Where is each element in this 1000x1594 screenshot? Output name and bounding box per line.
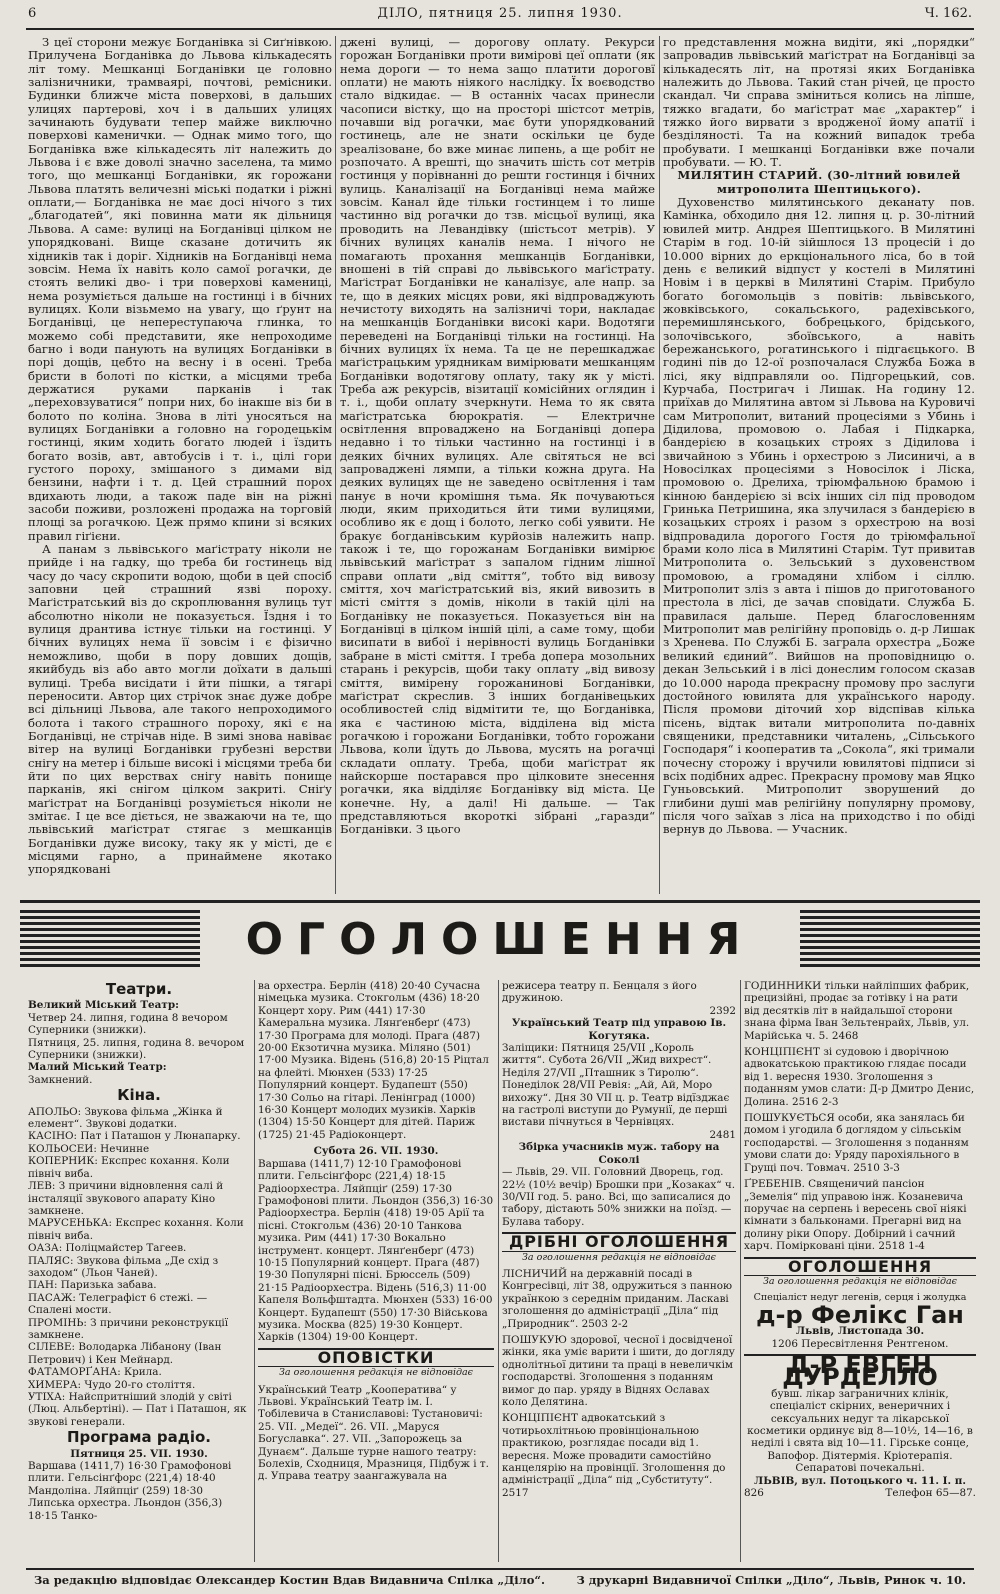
theatre-line: Великий Міський Театр: [28,999,179,1012]
column-divider [335,36,336,894]
doctor-contact [744,1487,976,1499]
cinemas-heading: Кіна. [117,1086,161,1105]
page-footer [26,1568,974,1590]
ads-column-4 [744,980,976,1562]
cinema-line: ПАСАЖ: Телеграфіст 6 стежі. — Спалені мости. [28,1291,208,1317]
cinema-line: ФАТАМОРҐАНА: Крила. [28,1366,162,1379]
footer-editor: За редакцію відповідає Олександер Костин Вдав Видавнича Спілка „Діло“. [34,1573,546,1587]
article-column-3 [663,36,975,894]
cinema-line: УТІХА: Найспритніший злодій у світі (Люц. Альбертіні). — Пат і Паташон, як звукові генерали. [28,1391,247,1428]
radio-program: Варшава (1411,7) 16·30 Грамофонові плити. Гельсінґфорс (221,4) 18·40 Мандоліна. Ляйпціґ (259) 18·30 Липська орхестра. Льондон (356,3) 18·15 Танко- [28,1460,232,1522]
small-ad: ЛІСНИЧИЙ на державній посаді в Конгресівці, літ 38, одружиться з панною українкою з середнім приданим. Ласкаві зголошення до адміністрації „Діла“ під „Природник“. 2503 2-2 [502,1267,733,1330]
doctor-address: ЛЬВІВ, вул. Потоцького ч. 11. І. п. [754,1474,966,1487]
small-ad: ПОШУКУЄТЬСЯ особи, яка занялась би домом і угодила б доглядом у сільськім господарстві. — Зголошення з поданням умови слати до: Уряду парохіяльного в Грущі поч. Товмач. 2510 3-3 [744,1112,969,1174]
ads-banner-title: ОГОЛОШЕННЯ [200,910,800,970]
column-divider [659,36,660,894]
small-ad: ҐРЕБЕНІВ. Священичий пансіон „Земелія“ під управою інж. Козаневича поручає на серпень і вересень свої ніякі кімнати з бальконами. Прегарні вид на долину ріки Опору. Добірний і сачний харч. Помірковані ціни. 2518 1-4 [744,1178,967,1253]
radio-date: Пятниця 25. VII. 1930. [70,1447,208,1460]
column-divider [498,980,499,1562]
ads-heading: ОГОЛОШЕННЯ [744,1257,976,1276]
ads-disclaimer: За оголошення редакція не відповідає [763,1275,957,1287]
radio-program: ва орхестра. Берлін (418) 20·40 Сучасна німецька музика. Стокгольм (436) 18·20 Концерт хору. Рим (441) 17·30 Камеральна музика. Лянґенберґ (473) 17·30 Програма для молоді. Прага (487) 20·00 Екзотична музика. Міляно (501) 17·00 Музика. Відень (516,8) 20·15 Ріцтал на флейті. Мюнхен (533) 17·25 Популярний концерт. Будапешт (550) 17·30 Сольо на гітарі. Ленінград (1000) 16·30 Концерт молодих музиків. Харків (1304) 15·50 Концерт для дітей. Париж (1725) 21·45 Радіоконцерт. [258,980,489,1141]
article-paragraph: го представлення можна видіти, які „порядки“ запровадив львівський маґістрат на Богданівці за кількадесять літ, на протязі яких Богданівка належить до Львова. Такий стан річей, це просто скандал. Чи справа зміниться колись на ліпше, тяжко вгадати, бо маґістрат має „характер“ і тяжко його вирвати з вродженої йому апатії і безділяності. Та на кожний випадок треба пробувати. І мешканці Богданівки вже почали пробувати. — Ю. Т. [663,36,975,170]
page-header [26,6,974,30]
issue-number: Ч. 162. [924,6,972,21]
cinema-line: ХИМЕРА: Чудо 20-го століття. [28,1378,196,1391]
article-column-1 [28,36,332,894]
issue-date: пятниця 25. липня 1930. [428,6,623,21]
notices-disclaimer: За оголошення редакція не відповідає [279,1367,473,1379]
ads-column-2 [258,980,494,1562]
ad-number: 2392 [709,1004,736,1017]
doctor-name: Д-Р ЕВГЕН ДУРДЕЛЛО [744,1354,976,1384]
small-ad: ГОДИННИКИ тільки найліпших фабрик, прецизійні, продає за готівку і на рати від десятків літ в найдальшої сторони знана фірма Іван Зельтенрайх, Львів, ул. Марійська ч. 5. 2468 [744,980,970,1042]
notice-heading: Український Театр під управою Ів. Когутяка. [511,1017,727,1042]
theatre-line: Пятниця, 25. липня, година 8. вечором Суперники (знижки). [28,1036,245,1062]
masthead: ДІЛО, [377,6,424,21]
doctor-name: д-р Фелікс Ган [756,1300,964,1329]
article-title: МИЛЯТИН СТАРИЙ. (30-літний ювилей митрополита Шептицького). [677,168,961,196]
small-ad: КОНЦІПІЄНТ адвокатський з чотирьохлітньою провінціональною практикою, розглядає посади від 1. вересня. Може провадити самостійно канцелярію на провінції. Зголошення до адміністрації „Діла“ під „Субституту“. 2517 [502,1412,726,1499]
article-paragraph: джені вулиці, — дорогову оплату. Рекурси горожан Богданівки проти вимірові цеї оплати (як нема дороги — то нема защо платити дороговї оплати) не мають ніякого наслідку. Їх воєводство стало відкидає. — В останніх часах принесли часописи вістку, що на просторі шістсот метрів, почавши від рогачки, має бути упорядкований гостинець, але не знати оскільки це буде зреалізоване, бо вже минає липень, а ще робіт не розпочато. А врешті, що значить шість сот метрів гостинця у порівнанні до решти гостинця і бічних вулиць. Каналізації на Богданівці нема майже зовсім. Канал йде тільки гостинцем і то лише частинно від рогачки до тзв. місцьої вулиці, яка проводить на Левандівку (шістьсот метрів). У бічних вулицях каналів нема. І нічого не помагають прохання мешканців Богданівки, вношені в тій справі до львівського маґістрату. Маґістрат Богданівки не каналізує, але напр. за те, що в деяких місцях рови, які відпроваджують нечистоту виходять на залізничі тори, накладає на мешканців Богданівки високі кари. Водотяги переведені на Богданівці тільки на гостинці. На бічних вулицях їх нема. Та це не перешкаджає маґістрацьким урядникам вимірювати мешканцям Богданівки водотягову оплату, таку як у місті. Треба аж рекурсів, візитації комісійних оглядин і т. і., щоби оплату зчеркнути. Нема то як свята маґістратська бюрократія. — Електричне освітлення впроваджено на Богданівці допера недавно і то тільки частинно на гостинці і в деяких бічних вулицях. Але світяться не всі запроваджені лямпи, а тільки кожна друга. На деяких вулицях ще не заведено освітлення і там панує в ночи кромішня тьма. Як почуваються люди, яким приходиться йти тими вулицями, особливо як є дощ і болото, легко собі уявити. Не бракує богданівським курйозів належить напр. також і те, що горожанам Богданівки вимірює львівський маґістрат з запалом гідним лішної справи оплати „від сміття“, тобто від вивозу сміття, хоч маґістратський віз, який вивозить в місті сміття з домів, ніколи в такій цілі на Богданівку не показується. Показується він на Богданівці в цілком іншій цілі, а саме тому, щоби висипати в вибої і нерівності вулиць Богданівки забране в місті сміття. І треба допера мозольних старань і рекурсів, щоби таку оплату „від вивозу сміття, вимірену горожанинові Богданівки, маґістрат скреслив. З інших богданівецьких особливостей слід відмітити те, що Богданівка, яка є частиною міста, відділена від міста рогачкою і горожани Богданівки, тобто горожани Львова, коли їдуть до Львова, мусять на рогачці складати оплату. Треба, щоби маґістрат як найскорше постарався про цілковите знесення рогачки, яка відділяє Богданівку від міста. Це конечне. Ну, а далі! Ні дальше. — Так представляються вкороткі зібрані „гаразди“ Богданівки. З цього [340,36,655,837]
ad-number: 2481 [709,1128,736,1141]
notice-text: — Львів, 29. VII. Головний Дворець, год. 22½ (10½ вечір) Брошки при „Козаках“ ч. 30/VII год. 5. рано. Всі, що записалися до табору, дістають 50% знижки на поїзд. — Булава табору. [502,1166,736,1228]
radio-date: Субота 26. VII. 1930. [313,1145,439,1158]
cinema-line: КОЛЬОСЕИ: Нечинне [28,1142,150,1155]
notice-heading: Збірка учасників муж. табору на Соколі [518,1141,720,1166]
doctor-specialty: Спеціаліст недуг легенів, серця і жолудка [753,1292,967,1304]
notices-heading: ОПОВІСТКИ [258,1348,494,1367]
radio-program: Варшава (1411,7) 12·10 Грамофонові плити. Гельсінґфорс (221,4) 18·15 Радіоорхестра. Ляйпціґ (259) 17·30 Грамофонові плити. Льондон (356,3) 16·30 Радіоорхестра. Берлін (418) 19·05 Арії та пісні. Стокгольм (436) 20·10 Танкова музика. Рим (441) 17·30 Вокально інструмент. концерт. Лянґенберґ (473) 10·15 Популярний концерт. Прага (487) 19·30 Популярні пісні. Брюссель (509) 21·15 Радіоорхестра. Відень (516,3) 11·00 Капеля Вольфштадта. Мюнхен (533) 16·00 Концерт. Будапешт (550) 17·30 Військова музика. Москва (825) 19·30 Концерт. Харків (1304) 19·00 Концерт. [258,1157,494,1344]
ads-column-1 [28,980,250,1562]
cinema-line: СІЛЕВЕ: Володарка Лібанону (Іван Петрович) і Кен Мейнард. [28,1341,222,1366]
column-divider [740,980,741,1562]
radio-heading: Програма радіо. [66,1428,212,1447]
cinema-line: ЛЕВ: З причини відновлення салі й інсталяції звукового апарату Кіно замкнене. [28,1180,224,1217]
cinema-line: ПРОМІНЬ: З причини реконструкції замкнене. [28,1316,229,1341]
cinema-line: МАРУСЕНЬКА: Експрес кохання. Коли північ виба. [28,1217,244,1242]
doctor-extra: 1206 Пересвітлення Рентгеном. [771,1337,949,1350]
theatres-heading: Театри. [105,980,173,998]
small-ads-disclaimer: За оголошення редакція не відповідає [522,1251,716,1263]
small-ads-heading: ДРІБНІ ОГОЛОШЕННЯ [502,1232,736,1251]
article-paragraph: А панам з львівського маґістрату ніколи не прийде і на гадку, що треба би гостинець від часу до часу скропити водою, щоби в цей спосіб заповни цей страшний язві пороху. Маґістратський віз до скроплювання вулиць тут абсолютно ніколи не показується. Їздня і то вулиця дрантива істнує тільки на гостинці. У бічних вулицях нема її зовсім і є фізично неможливо, щоби в пору довших дощів, якийбудь віз або авто могли доїхати в дальші вулиці. Треба висідати і йти пішки, а тягарі переносити. Автор цих стрічок знає дуже добре всі дільниці Львова, але такого непроходимого болота і такого страшного пороху, які є на Богданівці, не стрічав ніде. В зимі знова навіває вітер на вулиці Богданівки грубезні верстви снігу на метер і більше високі і місцями треба би йти по цих верствах снігу навіть понище парканів, які снігом цілком закриті. Сніґу маґістрат на Богданівці розуміється ніколи не змітає. І це все діється, не зважаючи на те, що львівський маґістрат стягає з мешканців Богданівки дуже високу, таку як у місті, де є місцями гарно, а принаймене якотако упорядковані [28,542,332,877]
theatre-line: Замкнений. [28,1073,93,1086]
theatre-line: Четвер 24. липня, година 8 вечором Суперники (знижки). [28,1011,228,1037]
notices-text: Український Театр „Кооператива“ у Львові. Український Театр ім. І. Тобілевича в Станиславові: Тустановичі: 25. VII. „Медеї“. 26. VII. „Маруся Богуславка“. 27. VII. „Запорожець за Дунаєм“. Дальше турне нашого театру: Болехів, Сходниця, Мразниця, Підбуж і т. д. Управа театру заангажувала на [258,1383,489,1483]
article-column-2 [340,36,655,894]
cinema-line: АПОЛЬО: Звукова фільма „Жінка й елемент“. Звукові додатки. [28,1105,223,1131]
page-number: 6 [28,6,37,21]
ad-number: 826 [744,1487,764,1500]
article-paragraph: З цеї сторони межує Богданівка зі Сиґнівкою. Прилучена Богданівка до Львова кількадесять літ тому. Мешканці Богданівки це головно залізничники, трамваярі, почтові, ремісники. Будинки ближче міста поверхові, в дальших улицях партерові, хоч і в дальших улицях зачинають будувати тепер майже виключно поверхові каменички. — Однак мимо того, що Богданівка вже кількадесять літ належить до Львова і є вже доволі значно заселена, та мимо того, що мешканці Богданівки, як горожани Львова платять величезні міські податки і ріжні оплати,— Богданівка не має досі нічого з тих „благодатей“, які повинна мати як дільниця Львова. А саме: вулиці на Богданівці цілком не упорядковані. Вище сказане дотичить як хідників так і доріг. Хідників на Богданівці нема зовсім. Нема їх навіть коло самої рогачки, де стоять великі дво- і три поверхові камениці, нема розуміється дальше на гостинці і в бічних вулицях. Коли візьмемо на увагу, що ґрунт на Богданівці, це непереступаюча глинка, то можемо собі представити, яке непроходиме багно і води панують на вулицях Богданівки в порі дощів, цебто на весну і в осені. Треба бристи в болоті по кістки, а місцями треба держатися руками парканів і так „переховзуватися“ попри них, бо інакше віз би в болото по коліна. Знова в літі уносяться на вулицях Богданівки а головно на городецькім гостинці, яким ходить богато людей і їздить богато возів, авт, автобусів і т. і., цілі гори густого пороху, змішаного з димами від бензини, нафти і т. д. Цей страшний порох вдихають люди, а також паде він на ріжні засоби поживи, розложені продажа на торговій площі за рогачкою. Цеж прямо кпини зі всяких правил гіґієни. [28,36,332,543]
cinema-line: ПАЛЯС: Звукова фільма „Де схід з заходом“ (Льон Чаней). [28,1254,219,1279]
cinema-line: КАСІНО: Пат і Паташон у Люнапарку. [28,1130,241,1143]
doctor-address: Львів, Листопада 30. [795,1325,925,1338]
small-ad: КОНЦІПІЄНТ зі судовою і дворічною адвокатською практикою глядає посади від 1. вересня 1930. Зголошення з поданням умов слати: Д-р Дмитро Денис, Долина. 2516 2-3 [744,1046,975,1108]
section-rule [20,900,980,903]
cinema-line: ОАЗА: Поліцмайстер Тагеев. [28,1242,187,1255]
notice-text: Заліщики: Пятниця 25/VII „Король життя“. Субота 26/VII „Жид вихрест“. Неділя 27/VII „Пташник з Тиролю“. Понеділок 28/VII Ревія: „Ай, Ай, Моро вихожу“. Дня 30 VII ц. р. Театр відїзджає на гастролі виступи до Румунії, де перші вистави пічнуться в Чернівцях. [502,1042,730,1129]
doctor-phone: Телефон 65—87. [885,1487,976,1500]
small-ad: ПОШУКУЮ здорової, чесної і досвідченої жінки, яка уміє варити і шити, до догляду однолітньої дитини та праці в невеличкім господарстві. Зголошення з поданням вимог до пар. уряду в Віднях Ославах коло Делятина. [502,1333,735,1408]
cinema-line: КОПЕРНИК: Експрес кохання. Коли північ виба. [28,1155,230,1180]
masthead-line [26,6,974,21]
footer-printer: З друкарні Видавничої Спілки „Діло“, Львів, Ринок ч. 10. [576,1573,966,1587]
ads-column-3 [502,980,736,1562]
article-paragraph: Духовенство милятинського деканату пов. Камінка, обходило дня 12. липня ц. р. 30-літний ювилей митр. Андрея Шептицького. В Милятині Старім в год. 10-ій зійшлося 13 процесій і до 10.000 вірних до еркціонального ліса, бо в той день є великий відпуст у костелі в Милятині Новім і в церкві в Милятині Старім. Прибуло богато богомольців з повітів: львівського, жовківського, сокальського, радехівського, перемишлянського, бобрецького, брідського, золочівського, збоївського, а навіть бережанського, рогатинського і підгаєцького. В годині пів до 12-ої розпочалася Служба Божа в лісі, яку відправляли оо. Підгорецький, сов. Курчаба, Постригач і Лишак. На годину 12. приїхав до Милятина автом зі Львова на Куровичі сам Митрополит, витаний процесіями з Убинь і Дідилова, промовою о. Лабая і Підкарка, бандерією в козацьких строях з Дідилова і звичайною з Убинь і орхестрою з Лисиничі, а в Новосілках процесіями з Новосілок і Ліска, промовою о. Дрелиха, тріюмфальною брамою і кінною бандерією зі всіх інших сіл під проводом Гринька Петришина, яка злучилася з бандерією в козацьких строях і разом з орхестрою на возі відпровадила дорогого Гостя до тріюмфальної брами коло ліса в Милятині Старім. Тут привитав Митрополита о. Зельський з духовенством промовою, а громадяни хлібом і сіллю. Митрополит зліз з авта і пішов до приготованого престола в лісі, де зачав сповідати. Служба Б. правилася дальше. Перед благословенням Митрополит мав релігійну проповідь о. д-р Лишак з Хренева. По Службі Б. заграла орхестра „Боже великий єдиний“. Вийшов на проповідницю о. декан Зельський і в лісі донеслим голосом сказав до 10.000 народа прекрасну промову про заслуги достойного ювилята для українського народу. Після промови діточий хор відспівав кілька пісень, відтак витали митрополита по-давніх священики, представники читалень, „Сільського Господаря“ і кооператив та „Сокола“, які тримали почесну сторожу і вручили ювилятові підписи зі всіх подібних адрес. Прекрасну промову мав Яцко Гуньовський. Митрополит зворушений до глибини душі мав релігійну популярну промову, після чого заїхав з ліса на приходство і по обіді вернув до Львова. — Учасник. [663,195,975,837]
theatre-line: Малий Міський Театр: [28,1061,167,1074]
cinema-line: ПАН: Паризька забава. [28,1279,157,1292]
column-divider [254,980,255,1562]
notice-line: режисера театру п. Бенцаля з його дружиною. [502,980,697,1005]
doctor-description: бувш. лікар заграничних клінік, спеціаліст скірних, венеричних і сексуальних недуг та лікарської косметики ординує від 8—10½, 14—16, в неділі і свята від 10—11. Гірське сонце, Вапофор. Діятермія. Кріотерапія. Сепаратові почекальні. [747,1387,973,1475]
